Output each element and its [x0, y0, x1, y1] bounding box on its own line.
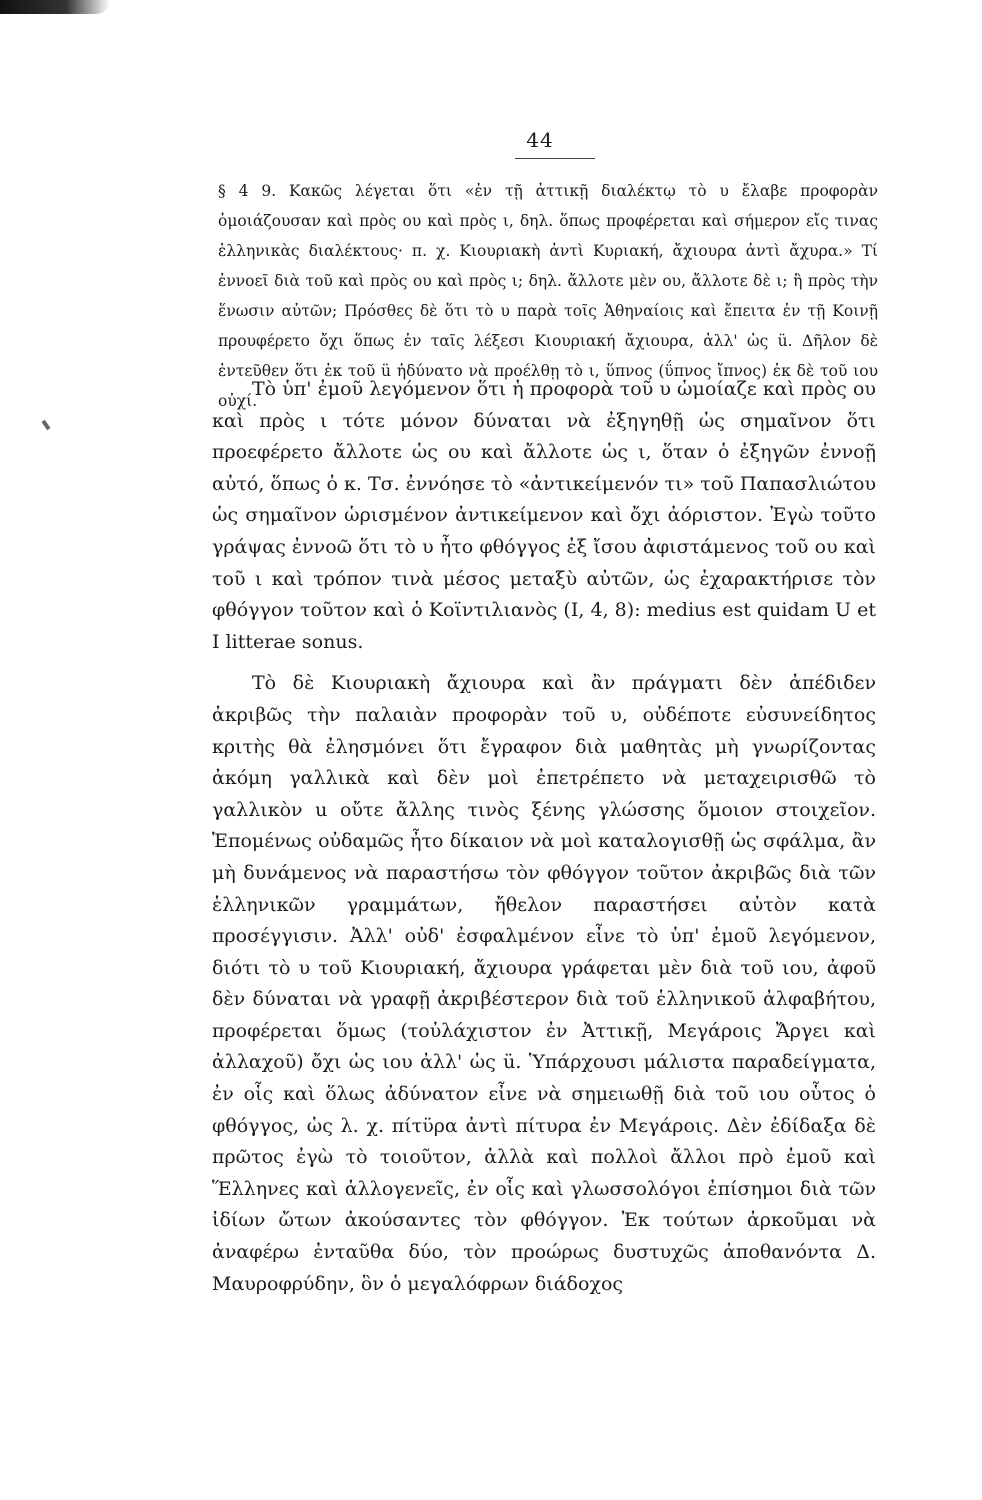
- page-number: 44: [526, 128, 554, 152]
- paragraph-2: Τὸ δὲ Κιουριακὴ ἄχιουρα καὶ ἂν πράγματι δὲν ἀπέδιδεν ἀκριβῶς τὴν παλαιὰν προφορὰν τοῦ υ, οὐδέποτε εὐσυνείδητος κριτὴς θὰ ἐλησμόνει ὅτι ἔγραφον διὰ μαθητὰς μὴ γνωρίζοντας ἀκόμη γαλλικὰ καὶ δὲν μοὶ ἐπετρέπετο νὰ μεταχειρισθῶ τὸ γαλλικὸν u οὔτε ἄλλης τινὸς ξένης γλώσσης ὅμοιον στοιχεῖον. Ἑπομένως οὐδαμῶς ἦτο δίκαιον νὰ μοὶ καταλογισθῇ ὡς σφάλμα, ἂν μὴ δυνάμενος νὰ παραστήσω τὸν φθόγγον τοῦτον ἀκριβῶς διὰ τῶν ἑλληνικῶν γραμμάτων, ἤθελον παραστήσει αὐτὸν κατὰ προσέγγισιν. Ἀλλ' οὐδ' ἐσφαλμένον εἶνε τὸ ὑπ' ἐμοῦ λεγόμενον, διότι τὸ υ τοῦ Κιουριακή, ἄχιουρα γράφεται μὲν διὰ τοῦ ιου, ἀφοῦ δὲν δύναται νὰ γραφῇ ἀκριβέστερον διὰ τοῦ ἑλληνικοῦ ἀλφαβήτου, προφέρεται ὅμως (τοὐλάχιστον ἐν Ἀττικῇ, Μεγάροις Ἄργει καὶ ἀλλαχοῦ) ὄχι ὡς ιου ἀλλ' ὡς ü. Ὑπάρχουσι μάλιστα παραδείγματα, ἐν οἷς καὶ ὅλως ἀδύνατον εἶνε νὰ σημειωθῇ διὰ τοῦ ιου οὗτος ὁ φθόγγος, ὡς λ. χ. πίτϋρα ἀντὶ πίτυρα ἐν Μεγάροις. Δὲν ἐδίδαξα δὲ πρῶτος ἐγὼ τὸ τοιοῦτον, ἀλλὰ καὶ πολλοὶ ἄλλοι πρὸ ἐμοῦ καὶ Ἕλληνες καὶ ἀλλογενεῖς, ἐν οἷς καὶ γλωσσολόγοι ἐπίσημοι διὰ τῶν ἰδίων ὤτων ἀκούσαντες τὸν φθόγγον. Ἐκ τούτων ἀρκοῦμαι νὰ ἀναφέρω ἐνταῦθα δύο, τὸν προώρως δυστυχῶς ἀποθανόντα Δ. Μαυροφρύδην, ὃν ὁ μεγαλόφρων διάδοχος: [212, 672, 876, 1295]
- page-number-rule: [515, 158, 595, 159]
- paragraph-1: Τὸ ὑπ' ἐμοῦ λεγόμενον ὅτι ἡ προφορὰ τοῦ υ ὡμοίαζε καὶ πρὸς ου καὶ πρὸς ι τότε μόνον δύναται νὰ ἐξηγηθῇ ὡς σημαῖνον ὅτι προεφέρετο ἄλλοτε ὡς ου καὶ ἄλλοτε ὡς ι, ὅταν ὁ ἐξηγῶν ἐννοῇ αὐτό, ὅπως ὁ κ. Τσ. ἐννόησε τὸ «ἀντικείμενόν τι» τοῦ Παπασλιώτου ὡς σημαῖνον ὡρισμένον ἀντικείμενον καὶ ὄχι ἀόριστον. Ἐγὼ τοῦτο γράψας ἐννοῶ ὅτι τὸ υ ἦτο φθόγγος ἐξ ἴσου ἀφιστάμενος τοῦ ου καὶ τοῦ ι καὶ τρόπον τινὰ μέσος μεταξὺ αὐτῶν, ὡς ἐχαρακτήρισε τὸν φθόγγον τοῦτον καὶ ὁ Κοϊντιλιανὸς (I, 4, 8): medius est quidam U et I litterae sonus.: [212, 378, 876, 653]
- scan-corner-mark: [0, 0, 110, 14]
- main-text: [212, 374, 876, 1300]
- footnote-text: § 4 9. Κακῶς λέγεται ὅτι «ἐν τῇ ἀττικῇ διαλέκτῳ τὸ υ ἔλαβε προφορὰν ὁμοιάζουσαν καὶ πρὸς ου καὶ πρὸς ι, δηλ. ὅπως προφέρεται καὶ σήμερον εἴς τινας ἑλληνικὰς διαλέκτους· π. χ. Κιουριακὴ ἀντὶ Κυριακή, ἄχιουρα ἀντὶ ἄχυρα.» Τί ἐννοεῖ διὰ τοῦ καὶ πρὸς ου καὶ πρὸς ι; δηλ. ἄλλοτε μὲν ου, ἄλλοτε δὲ ι; ἢ πρὸς τὴν ἕνωσιν αὐτῶν; Πρόσθες δὲ ὅτι τὸ υ παρὰ τοῖς Ἀθηναίοις καὶ ἔπειτα ἐν τῇ Κοινῇ προυφέρετο ὄχι ὅπως ἐν ταῖς λέξεσι Κιουριακή ἄχιουρα, ἀλλ' ὡς ü. Δῆλον δὲ ἐντεῦθεν ὅτι ἐκ τοῦ ü ἠδύνατο νὰ προέλθῃ τὸ ι, ὕπνος (ΰπνος ἴπνος) ἐκ δὲ τοῦ ιου οὐχί.: [218, 182, 878, 410]
- margin-mark: [41, 420, 50, 430]
